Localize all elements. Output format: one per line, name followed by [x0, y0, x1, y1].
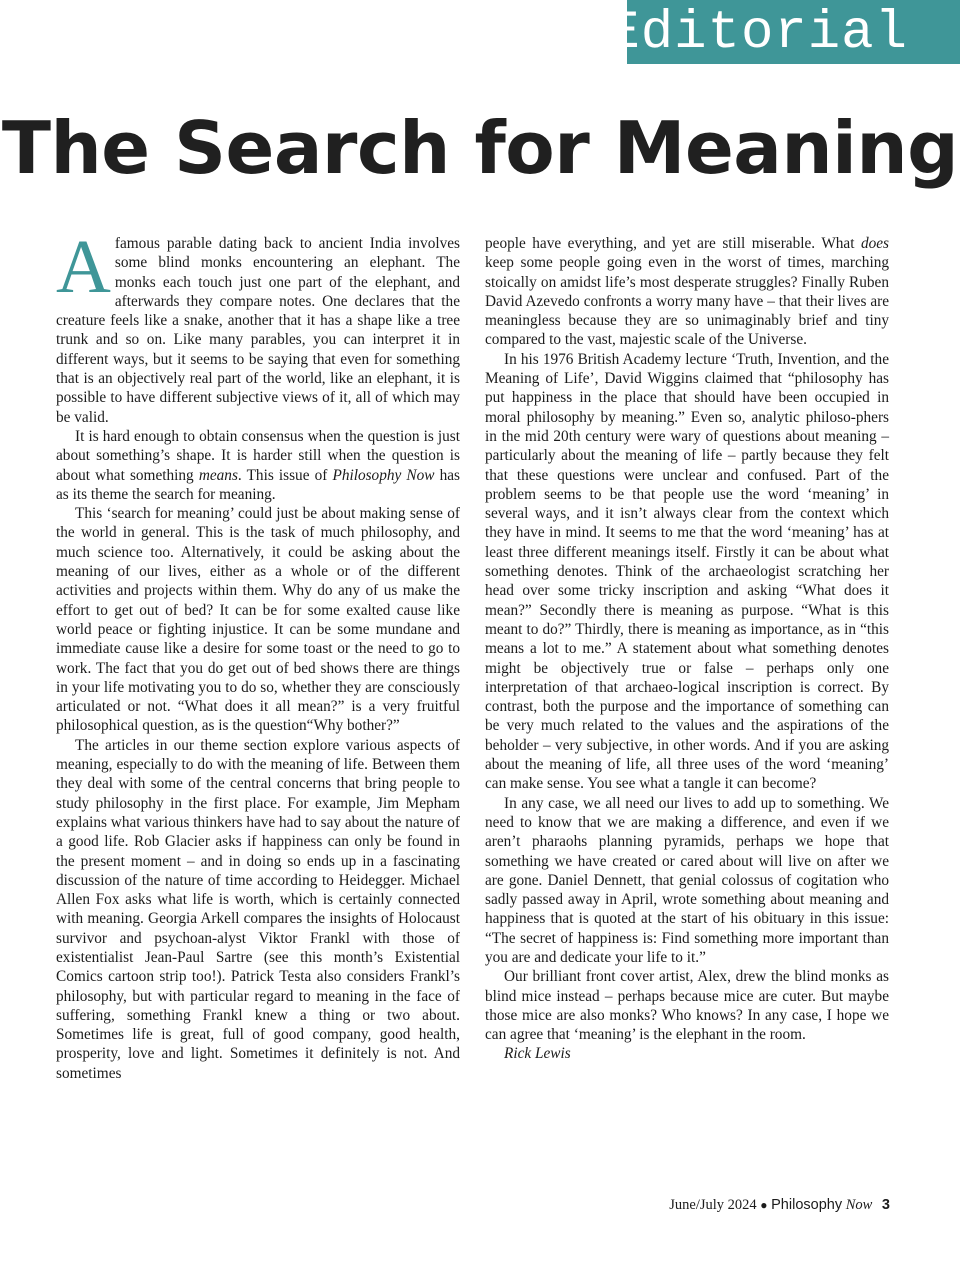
paragraph: In any case, we all need our lives to add up to something. We need to know that we are making a difference, and even if we aren’t pharaohs planning pyramids, perhaps we hope that something we have created or cared about will live on after we are gone. Daniel Dennett, that genial colossus of cogitation who sadly passed away in April, wrote something about meaning and happiness that is quoted at the start of his obituary in this issue: “The secret of happiness is: Find something more important than you are and dedicate your life to it.”: [485, 794, 889, 966]
paragraph: The articles in our theme section explore various aspects of meaning, especially to do with the meaning of life. Between them they deal with some of the central concerns that bring people to study philosophy in the first place. For example, Jim Mepham explains what various thinkers have had to say about the nature of a good life. Rob Glacier asks if happiness can only be found in the present moment – and in doing so ends up in a fascinating discussion of the nature of time according to Heidegger. Michael Allen Fox asks what life is worth, which is certainly connected with meaning. Georgia Arkell compares the insights of Holocaust survivor and psychoan-alyst Viktor Frankl with those of existentialist Jean-Paul Sartre (see this month’s Existential Comics cartoon strip too!). Patrick Testa also considers Frankl’s philosophy, but with particular regard to meaning in the face of suffering, something Frankl knew a thing or two about. Sometimes life is great, full of good company, good health, prosperity, love and light. Sometimes it definitely is not. And sometimes: [56, 736, 460, 1082]
left-column: [56, 225, 460, 1083]
issue-date: June/July 2024: [669, 1197, 757, 1213]
paragraph-text: people have everything, and yet are still miserable. What: [485, 235, 861, 252]
headline: The Search for Meaning: [1, 106, 959, 190]
paragraph-text: has as its theme the search for meaning.: [56, 466, 460, 503]
author-signature: Rick Lewis: [504, 1045, 571, 1063]
paragraph: [56, 225, 460, 427]
paragraph: This ‘search for meaning’ could just be about making sense of the world in general. This is the task of much philosophy, and much science too. Alternatively, it could be asking about the meaning of our lives, either as a whole or of the different activities and projects within them. Why do any of us make the effort to get out of bed? It can be for some exalted cause like world peace or fighting injustice. It can be some mundane and immediate cause like a desire for some toast or the need to go to work. The fact that you do get out of bed shows there are things in your life motivating you to do so, whether they are consciously articulated or not. “What does it all mean?” is a very fruitful philosophical question, as is the question“Why bother?”: [56, 505, 460, 735]
page-number: 3: [881, 1197, 890, 1213]
magazine-name-footer-italic: Now: [845, 1197, 873, 1213]
emphasis: does: [860, 235, 889, 252]
magazine-name-footer: Philosophy: [771, 1197, 843, 1213]
paragraph: [56, 427, 460, 504]
bullet-separator: ●: [760, 1198, 768, 1212]
paragraph: In his 1976 British Academy lecture ‘Truth, Invention, and the Meaning of Life’, David Wiggins claimed that “philosophy has put happiness in the place that should have been occupied in moral philosophy by meaning.” Even so, analytic philoso-phers in the mid 20th century were wary of questions about meaning – particularly about the meaning of life – partly because they felt that these questions were unclear and confused. Part of the problem seems to be that people use the word ‘meaning’ in several ways, and it isn’t always clear from the context which they have in mind. It seems to me that the word ‘meaning’ has at least three different meanings itself. Firstly it can be about what something denotes. Think of the archaeologist scratching her head over some tricky inscription and asking “What does it mean?” Secondly there is meaning as purpose. “What is this meant to do?” Thirdly, there is meaning as importance, as in “this means a lot to me.” A statement about what something denotes might be objectively true or false – perhaps only one interpretation of that archaeo-logical inscription is correct. By contrast, both the purpose and the importance of something can be very much related to the values and the aspirations of the beholder – very subjective, in other words. And if you are asking about the meaning of life, all three uses of the word ‘meaning’ can make sense. You see what a tangle it can become?: [485, 350, 889, 793]
section-label: Editorial: [607, 3, 908, 64]
page-footer: [669, 1196, 890, 1214]
emphasis: means: [198, 466, 238, 484]
paragraph-text: . This issue of: [237, 466, 333, 484]
paragraph-text: famous parable dating back to ancient India involves some blind monks encountering an elephant. The monks each touch just one part of the elephant, and afterwards they compare notes. One declares that the creature feels like a snake, another that it has a shape like a tree trunk and so on. Like many parables, you can interpret it in different ways, but it seems to be saying that even for something that is an objectively real part of the world, like an elephant, it is possible to have different subjective views of it, all of which may be valid.: [56, 235, 460, 426]
paragraph: Our brilliant front cover artist, Alex, drew the blind monks as blind mice instead – perhaps because mice are cuter. But maybe those mice are also monks? Who knows? In any case, I hope we can agree that ‘meaning’ is the elephant in the room.: [485, 968, 889, 1044]
paragraph: [485, 234, 889, 350]
magazine-name: Philosophy Now: [332, 466, 435, 484]
drop-cap: A: [56, 225, 111, 309]
right-column: [485, 234, 889, 1064]
paragraph-text: keep some people going even in the worst of times, marching stoically on amidst life’s most desperate struggles? Finally Ruben David Azevedo confronts a worry many have – that their lives are meaningless because they are so unimaginably brief and tiny compared to the vast, majestic scale of the Universe.: [485, 254, 889, 349]
paragraph-text: It is hard enough to obtain consensus when the question is just about something’s shape. It is harder still when the question is about what something: [56, 427, 460, 484]
section-tab: [607, 0, 960, 64]
